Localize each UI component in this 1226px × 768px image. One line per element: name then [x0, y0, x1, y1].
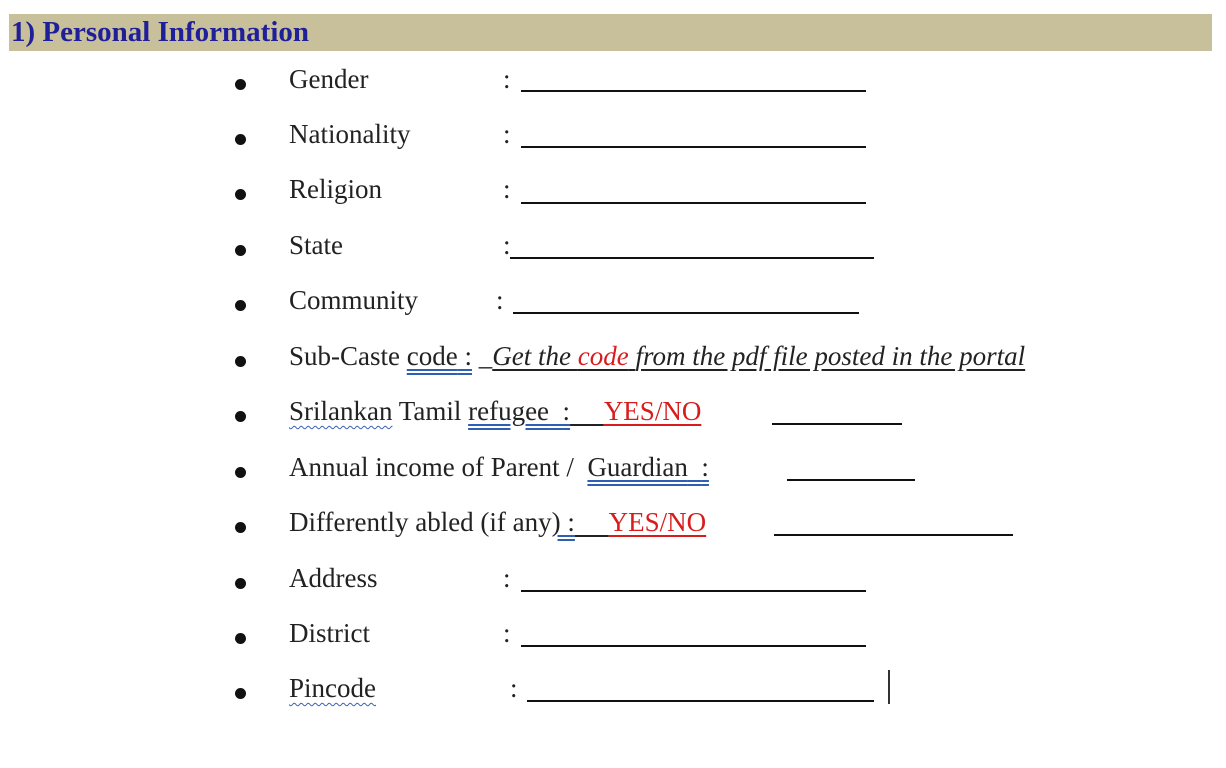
field-blank-district[interactable]	[521, 645, 866, 647]
field-blank-pincode[interactable]	[527, 700, 874, 702]
abled-line: Differently abled (if any) : YES/NO	[289, 507, 707, 537]
field-row-refugee	[0, 392, 1226, 432]
refugee-word-refugee: refugee :	[468, 396, 571, 426]
field-row-gender	[0, 60, 1226, 100]
bullet-icon	[235, 411, 246, 422]
field-row-nationality	[0, 115, 1226, 155]
field-colon: :	[503, 119, 511, 149]
field-row-religion	[0, 170, 1226, 210]
field-colon: :	[503, 230, 511, 260]
section-title: 1) Personal Information	[11, 16, 310, 48]
income-word-guardian: Guardian :	[587, 452, 709, 482]
field-blank-refugee[interactable]	[772, 423, 902, 425]
field-row-abled	[0, 503, 1226, 543]
field-blank-address[interactable]	[521, 590, 866, 592]
abled-value[interactable]: YES/NO	[608, 507, 707, 537]
subcaste-code-word: code :	[406, 341, 472, 371]
field-label-state: State	[289, 230, 343, 260]
subcaste-hint: Get the code from the pdf file posted in the portal	[492, 341, 1026, 371]
abled-paren-colon: ) :	[551, 507, 575, 537]
field-blank-community[interactable]	[513, 312, 859, 314]
field-label-community: Community	[289, 285, 419, 315]
field-blank-religion[interactable]	[521, 202, 866, 204]
field-row-community	[0, 281, 1226, 321]
subcaste-hint-code: code	[577, 341, 629, 371]
bullet-icon	[235, 134, 246, 145]
bullet-icon	[235, 467, 246, 478]
subcaste-line: Sub-Caste code : _Get the code from the pdf file posted in the portal	[289, 341, 1026, 371]
field-colon: :	[503, 174, 511, 204]
bullet-icon	[235, 245, 246, 256]
refugee-word-srilankan: Srilankan	[289, 396, 393, 426]
text-cursor	[888, 670, 890, 704]
bullet-icon	[235, 633, 246, 644]
field-label-address: Address	[289, 563, 378, 593]
field-blank-nationality[interactable]	[521, 146, 866, 148]
field-row-address	[0, 559, 1226, 599]
field-label-religion: Religion	[289, 174, 382, 204]
field-colon: :	[503, 563, 511, 593]
field-row-pincode	[0, 669, 1226, 709]
field-label-gender: Gender	[289, 64, 369, 94]
bullet-icon	[235, 688, 246, 699]
field-label-district: District	[289, 618, 370, 648]
income-line: Annual income of Parent / Guardian :	[289, 452, 709, 482]
bullet-icon	[235, 356, 246, 367]
field-label-pincode: Pincode	[289, 673, 376, 703]
field-row-subcaste	[0, 337, 1226, 377]
field-blank-abled[interactable]	[774, 534, 1013, 536]
bullet-icon	[235, 578, 246, 589]
field-label-nationality: Nationality	[289, 119, 411, 149]
field-blank-income[interactable]	[787, 479, 915, 481]
bullet-icon	[235, 300, 246, 311]
bullet-icon	[235, 79, 246, 90]
refugee-value[interactable]: YES/NO	[603, 396, 702, 426]
refugee-line: Srilankan Tamil refugee : YES/NO	[289, 396, 702, 426]
bullet-icon	[235, 522, 246, 533]
field-row-state	[0, 226, 1226, 266]
field-row-district	[0, 614, 1226, 654]
field-row-income	[0, 448, 1226, 488]
section-header	[9, 14, 1212, 51]
subcaste-label: Sub-Caste	[289, 341, 400, 371]
field-colon: :	[510, 673, 518, 703]
bullet-icon	[235, 189, 246, 200]
field-colon: :	[496, 285, 504, 315]
field-blank-state[interactable]	[510, 257, 874, 259]
field-blank-gender[interactable]	[521, 90, 866, 92]
field-colon: :	[503, 618, 511, 648]
field-colon: :	[503, 64, 511, 94]
